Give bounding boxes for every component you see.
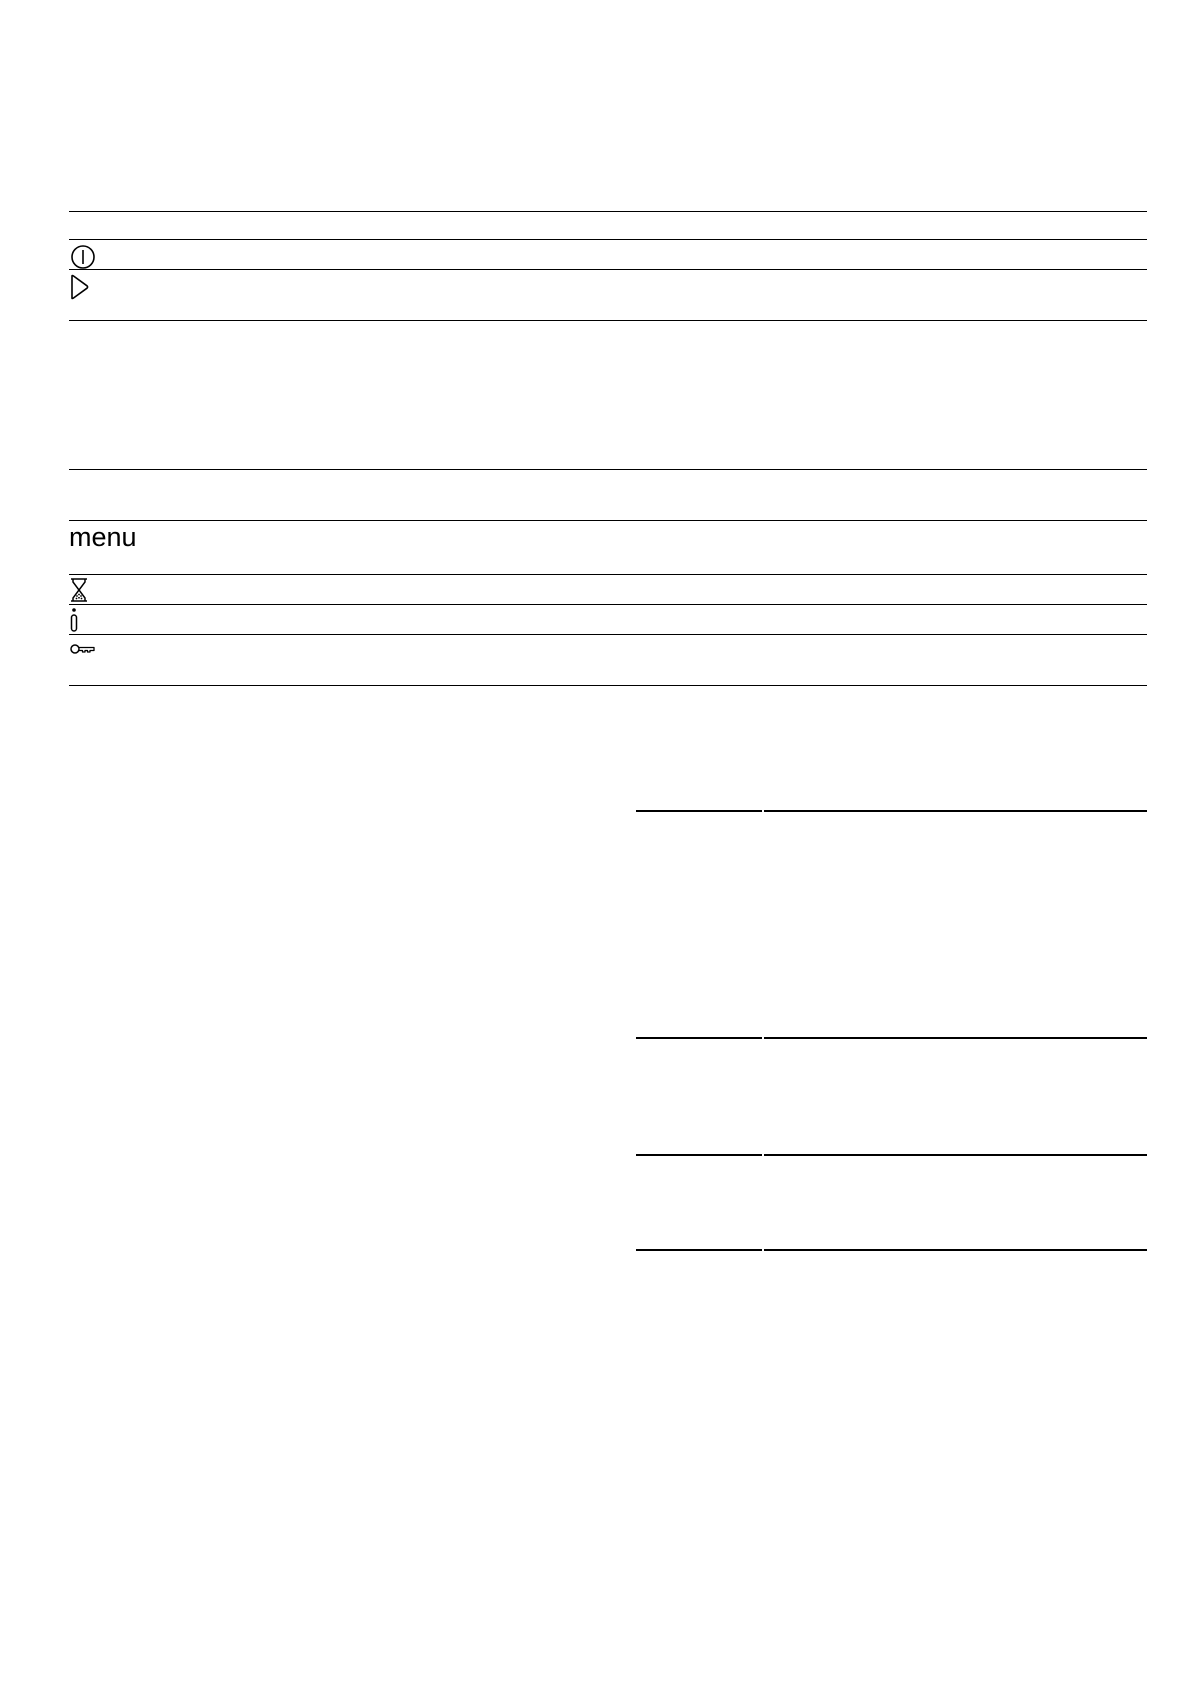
start-play-icon <box>70 274 90 300</box>
row-divider <box>636 1154 762 1156</box>
info-icon <box>70 607 80 633</box>
hourglass-timer-icon <box>70 578 88 602</box>
row-divider <box>69 269 1147 270</box>
row-divider <box>636 1037 762 1039</box>
table-top-rule <box>69 211 1147 212</box>
table-bottom-rule <box>69 685 1147 686</box>
row-divider <box>69 574 1147 575</box>
table-bottom-rule <box>636 1249 762 1251</box>
table-top-rule <box>636 810 762 812</box>
row-divider <box>69 634 1147 635</box>
table-top-rule <box>764 810 1147 812</box>
row-divider <box>764 1154 1147 1156</box>
table-bottom-rule <box>69 320 1147 321</box>
menu-label: menu <box>69 522 137 552</box>
row-divider <box>69 604 1147 605</box>
table-header-rule <box>69 520 1147 521</box>
key-lock-icon <box>70 642 96 656</box>
row-divider <box>764 1037 1147 1039</box>
table-bottom-rule <box>764 1249 1147 1251</box>
table-top-rule <box>69 469 1147 470</box>
table-header-rule <box>69 239 1147 240</box>
power-icon <box>70 244 96 270</box>
